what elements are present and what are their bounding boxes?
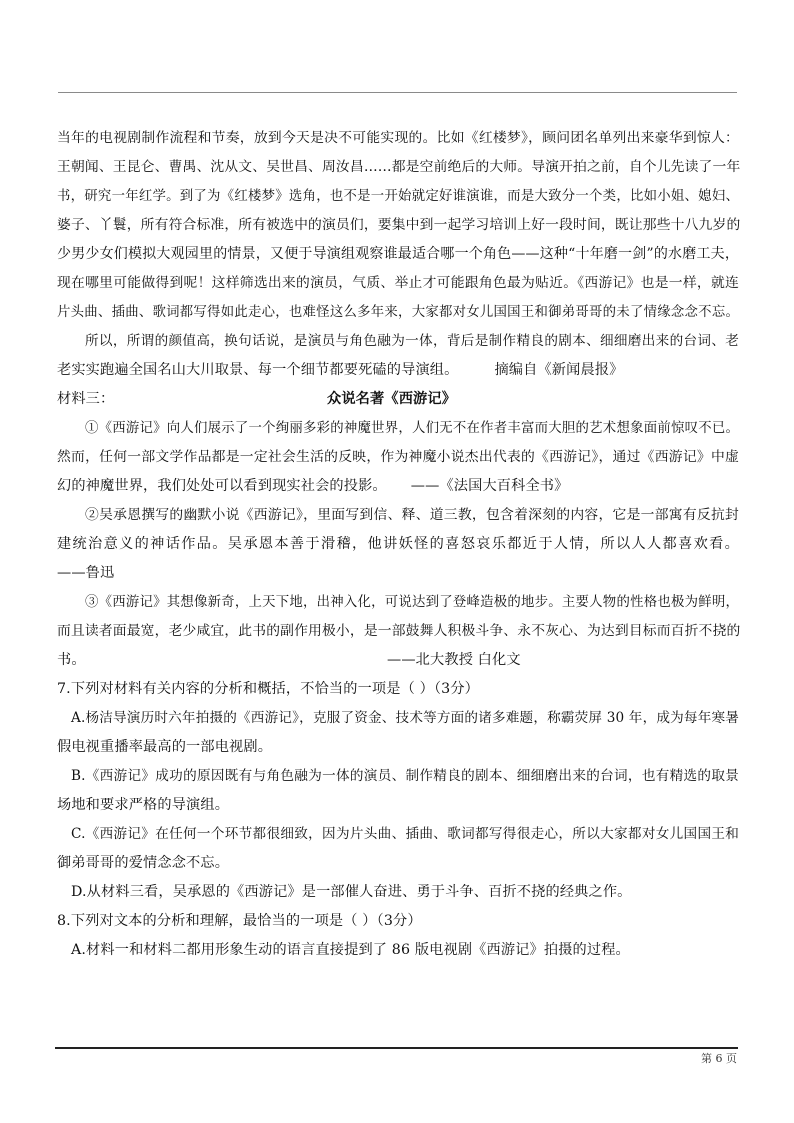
text-line-content: 书。 [57, 652, 86, 668]
material-title: 众说名著《西游记》 [327, 391, 457, 407]
q8-option-a: A.材料一和材料二都用形象生动的语言直接提到了 86 版电视剧《西游记》拍摄的过程。 [71, 942, 630, 958]
material-header [57, 385, 739, 414]
q7-option-b-cont: 场地和要求严格的导演组。 [57, 797, 230, 813]
text-line: 现在哪里可能做得到呢！这样筛选出来的演员，气质、举止才可能跟角色最为贴近。《西游记》也是一样，就连 [57, 275, 739, 291]
source-citation: 摘编自《新闻晨报》 [494, 362, 624, 378]
q7-option-a-cont: 假电视重播率最高的一部电视剧。 [57, 739, 273, 755]
text-line: ①《西游记》向人们展示了一个绚丽多彩的神魔世界，人们无不在作者丰富而大胆的艺术想象面前惊叹不已。 [85, 421, 739, 436]
text-line: 然而，任何一部文学作品都是一定社会生活的反映，作为神魔小说杰出代表的《西游记》，通过《西游记》中虚 [57, 449, 739, 465]
text-line: 而且读者面最宽，老少咸宜，此书的副作用极小，是一部鼓舞人积极斗争、永不灰心、为达到目标而百折不挠的 [57, 623, 741, 639]
question-7-stem: 7.下列对材料有关内容的分析和概括，不恰当的一项是（ ）（3分） [57, 681, 480, 697]
page-number: 第 6 页 [701, 1052, 737, 1065]
text-line: 建统治意义的神话作品。吴承恩本善于滑稽，他讲妖怪的喜怒哀乐都近于人情，所以人人都喜欢看。 [57, 536, 739, 552]
source-citation: ——鲁迅 [57, 565, 115, 581]
source-citation: ——《法国大百科全书》 [410, 478, 569, 494]
text-line: 书，研究一年红学。到了为《红楼梦》选角，也不是一开始就定好谁演谁，而是大致分一个类，比如小姐、媳妇、 [57, 189, 739, 204]
text-line [57, 356, 739, 385]
text-line [57, 646, 739, 675]
question-8-stem: 8.下列对文本的分析和理解，最恰当的一项是（ ）（3分） [57, 913, 422, 929]
text-line: ③《西游记》其想像新奇，上天下地，出神入化，可说达到了登峰造极的地步。主要人物的性格也极为鲜明， [85, 595, 739, 610]
text-line: 片头曲、插曲、歌词都写得如此走心，也难怪这么多年来，大家都对女儿国国王和御弟哥哥的未了情缘念念不忘。 [57, 305, 739, 320]
material-label: 材料三： [57, 391, 115, 407]
text-line: 王朝闻、王昆仑、曹禺、沈从文、吴世昌、周汝昌……都是空前绝后的大师。导演开拍之前，自个儿先读了一年 [57, 159, 741, 175]
q7-option-c-cont: 御弟哥哥的爱情念念不忘。 [57, 855, 230, 871]
header-rule [58, 92, 737, 93]
source-citation: ——北大教授 白化文 [387, 652, 521, 668]
q7-option-a: A.杨洁导演历时六年拍摄的《西游记》，克服了资金、技术等方面的诸多难题，称霸荧屏 30 年，成为每年寒暑 [71, 710, 739, 726]
text-line: 少男少女们模拟大观园里的情景，又便于导演组观察谁最适合哪一个角色——这种“十年磨一剑”的水磨工夫， [57, 246, 739, 262]
document-body [57, 124, 739, 965]
text-line: ②吴承恩撰写的幽默小说《西游记》，里面写到信、释、道三教，包含着深刻的内容，它是一部寓有反抗封 [85, 507, 739, 523]
text-line-content: 老实实跑遍全国名山大川取景、每一个细节都要死磕的导演组。 [57, 362, 459, 378]
text-line [57, 472, 739, 501]
text-line-content: 幻的神魔世界，我们处处可以看到现实社会的投影。 [57, 478, 387, 494]
q7-option-b: B.《西游记》成功的原因既有与角色融为一体的演员、制作精良的剧本、细细磨出来的台词，也有精选的取景 [71, 768, 739, 784]
text-line: 婆子、丫鬟，所有符合标准，所有被选中的演员们，要集中到一起学习培训上好一段时间，既让那些十八九岁的 [57, 217, 741, 233]
footer-rule [55, 1047, 738, 1049]
text-line: 所以，所谓的颜值高，换句话说，是演员与角色融为一体，背后是制作精良的剧本、细细磨出来的台词、老 [85, 333, 739, 349]
q7-option-c: C.《西游记》在任何一个环节都很细致，因为片头曲、插曲、歌词都写得很走心，所以大家都对女儿国国王和 [71, 826, 739, 842]
q7-option-d: D.从材料三看，吴承恩的《西游记》是一部催人奋进、勇于斗争、百折不挠的经典之作。 [71, 884, 632, 900]
text-line: 当年的电视剧制作流程和节奏，放到今天是决不可能实现的。比如《红楼梦》，顾问团名单列出来豪华到惊人： [57, 130, 739, 146]
